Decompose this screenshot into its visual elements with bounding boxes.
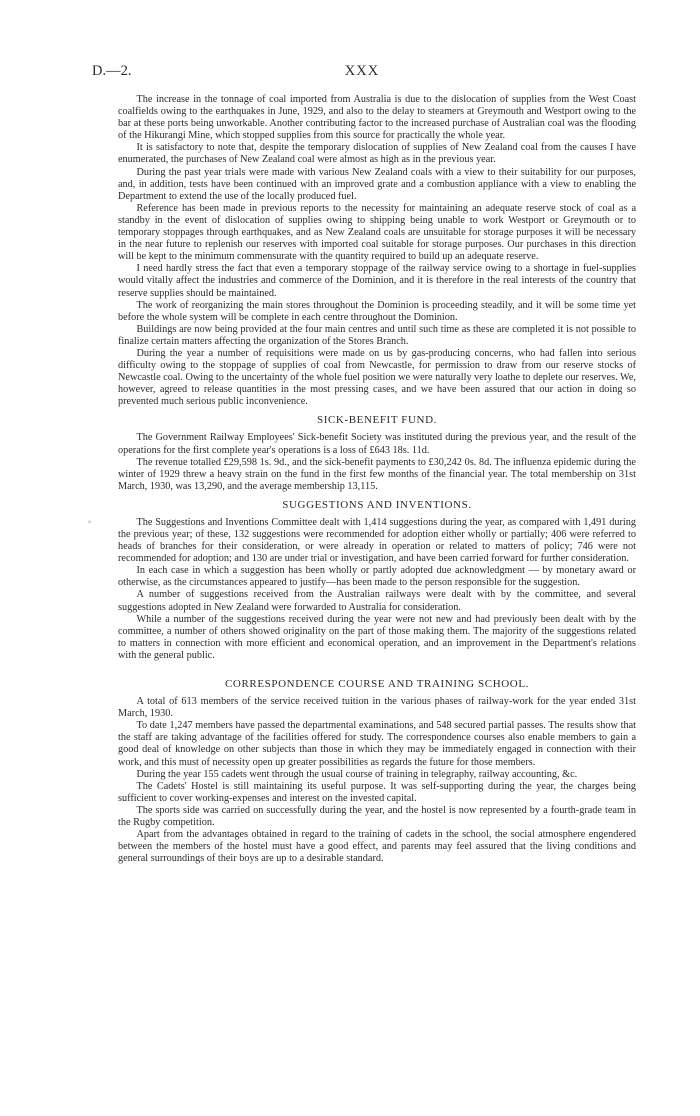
page-number: XXX — [344, 63, 380, 79]
paragraph: I need hardly stress the fact that even a temporary stoppage of the railway service owing to a shortage in fuel-supplies would vitally affect the industries and commerce of the Dominion, and it is therefore in the real interests of the country that reserve supplies should be maintained. — [118, 263, 636, 299]
section-heading: SICK-BENEFIT FUND. — [317, 414, 437, 427]
paragraph: A number of suggestions received from the Australian railways were dealt with by the committee, and several suggestions adopted in New Zealand were forwarded to Australia for consideration. — [118, 589, 636, 613]
paragraph: During the year 155 cadets went through the usual course of training in telegraphy, railway accounting, &c. — [136, 768, 578, 780]
paragraph: To date 1,247 members have passed the departmental examinations, and 548 secured partial passes. The results show that the staff are taking advantage of the facilities offered for study. The correspondence courses also enable members to gain a good deal of knowledge on other subjects than those in which they may be immediately engaged in connection with their work, and this must of necessity open up greater possibilities as regards the future for those members. — [118, 720, 636, 768]
paragraph: During the year a number of requisitions were made on us by gas-producing concerns, who had fallen into serious difficulty owing to the stoppage of supplies of coal from Newcastle, for permission to draw from our reserve stocks of Newcastle coal. Owing to the uncertainty of the whole fuel position we were naturally very loathe to deplete our reserves. We, however, agreed to release quantities in the most pressing cases, and we have been assured that our action in doing so prevented much serious public inconvenience. — [118, 347, 636, 408]
paragraph: During the past year trials were made with various New Zealand coals with a view to their suitability for our purposes, and, in addition, tests have been continued with an improved grate and a combustion appliance with a view to enabling the Department to extend the use of the locally produced fuel. — [118, 166, 636, 202]
section-sick-benefit-fund — [118, 414, 636, 492]
paragraph: A total of 613 members of the service received tuition in the various phases of railway-work for the year ended 31st March, 1930. — [118, 696, 636, 720]
section-heading: SUGGESTIONS AND INVENTIONS. — [282, 498, 472, 511]
paragraph: The Government Railway Employees' Sick-benefit Society was instituted during the previous year, and the result of the operations for the first complete year's operations is a loss of £643 18s. 11d. — [118, 432, 636, 456]
paragraph: While a number of the suggestions received during the year were not new and had previously been dealt with by the committee, a number of others showed originality on the part of those making them. The majority of the suggestions related to matters in connection with more efficient and economical operation, and an improvement in the Department's relations with the general public. — [118, 613, 636, 661]
paragraph: The work of reorganizing the main stores throughout the Dominion is proceeding steadily, and it will be some time yet before the whole system will be complete in each centre throughout the Dominion. — [118, 299, 636, 323]
paragraph: Reference has been made in previous reports to the necessity for maintaining an adequate reserve stock of coal as a standby in the event of dislocation of supplies owing to shipping being unable to work Westport or Greymouth or to temporary stoppages through earthquakes, and as New Zealand coals are unsuitable for storage purposes it will be necessary in the near future to replenish our reserves with imported coal suitable for storage purposes. Our purchases in this direction will be kept to the minimum commensurate with the quantity required to build up an adequate reserve. — [118, 202, 636, 263]
section-heading: CORRESPONDENCE COURSE AND TRAINING SCHOOL. — [225, 678, 529, 691]
section-suggestions-and-inventions — [118, 499, 636, 662]
stray-mark: ° — [88, 519, 92, 528]
paragraph: It is satisfactory to note that, despite the temporary dislocation of supplies of New Zealand coal from the causes I have enumerated, the purchases of New Zealand coal were almost as high as in the previous year. — [118, 142, 636, 166]
paragraph: The Cadets' Hostel is still maintaining its useful purpose. It was self-supporting during the year, the charges being sufficient to cover working-expenses and interest on the invested capital. — [118, 780, 636, 804]
paragraph: The revenue totalled £29,598 1s. 9d., and the sick-benefit payments to £30,242 0s. 8d. The influenza epidemic during the winter of 1929 threw a heavy strain on the fund in the first few months of the financial year. The total membership on 31st March, 1930, was 13,290, and the average membership 13,115. — [118, 456, 636, 492]
section-coal-and-stores — [118, 94, 636, 408]
page-header — [92, 63, 632, 79]
document-reference: D.—2. — [92, 63, 132, 79]
paragraph: The increase in the tonnage of coal imported from Australia is due to the dislocation of supplies from the West Coast coalfields owing to the earthquakes in June, 1929, and also to the delay to steamers at Greymouth and Westport owing to the bar at these ports being unworkable. Another contributing factor to the increased purchase of Australian coal was the flooding of the Hikurangi Mine, which stopped supplies from this source for practically the whole year. — [118, 94, 636, 142]
paragraph: The Suggestions and Inventions Committee dealt with 1,414 suggestions during the year, as compared with 1,491 during the previous year; of these, 132 suggestions were recommended for adoption either wholly or partially; 406 were referred to heads of branches for their consideration, or were already in operation or related to matters of policy; 746 were not recommended for adoption; and 130 are under trial or investigation, and have been carried forward for further consideration. — [118, 516, 636, 565]
document-body — [118, 94, 636, 865]
paragraph: Apart from the advantages obtained in regard to the training of cadets in the school, the social atmosphere engendered between the members of the hostel must have a good effect, and parents may feel assured that the living conditions and general surroundings of their boys are up to a desirable standard. — [118, 829, 636, 865]
section-correspondence-course — [118, 678, 636, 865]
paragraph: In each case in which a suggestion has been wholly or partly adopted due acknowledgment — by monetary award or otherwise, as the circumstances appeared to justify—has been made to the person responsible for the suggestion. — [118, 565, 636, 589]
paragraph: Buildings are now being provided at the four main centres and until such time as these are completed it is not possible to finalize certain matters affecting the organization of the Stores Branch. — [118, 323, 636, 347]
paragraph: The sports side was carried on successfully during the year, and the hostel is now represented by a fourth-grade team in the Rugby competition. — [118, 804, 636, 828]
